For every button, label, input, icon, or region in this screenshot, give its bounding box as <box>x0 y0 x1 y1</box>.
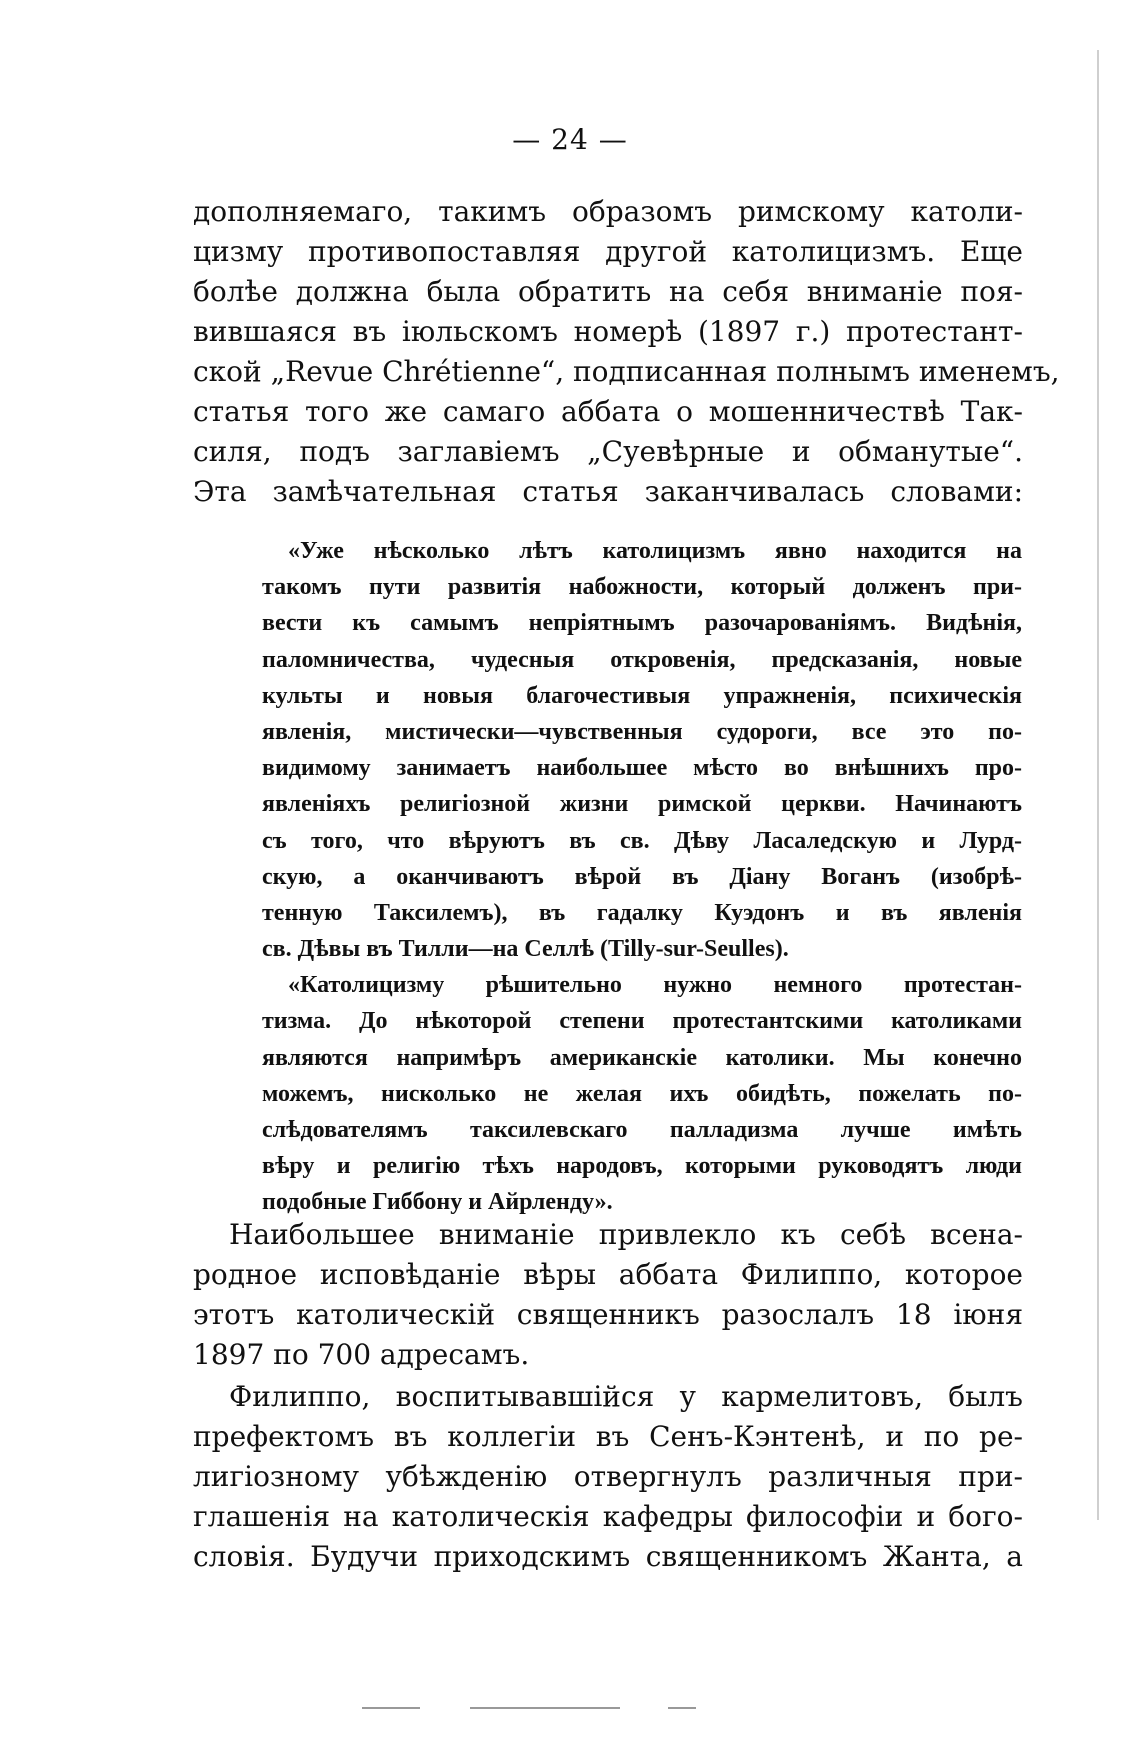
quote-line: скую, а оканчиваютъ вѣрой въ Діану Воганъ (изобрѣ- <box>262 863 1022 890</box>
bottom-rule <box>470 1707 620 1709</box>
quote-line: тизма. До нѣкоторой степени протестантскими католиками <box>262 1008 1022 1035</box>
text-line: родное исповѣданіе вѣры аббата Филиппо, которое <box>193 1258 1023 1291</box>
text-line: Эта замѣчательная статья заканчивалась словами: <box>193 475 1023 508</box>
paragraph-2 <box>193 1215 1023 1375</box>
paragraph-3 <box>193 1377 1023 1577</box>
text-line: дополняемаго, такимъ образомъ римскому католи- <box>193 195 1023 228</box>
quote-line: подобные Гиббону и Айрленду». <box>262 1189 613 1216</box>
text-line: статья того же самаго аббата о мошенничествѣ Так- <box>193 395 1023 428</box>
text-line: вившаяся въ іюльскомъ номерѣ (1897 г.) протестант- <box>193 315 1023 348</box>
text-line: префектомъ въ коллегіи въ Сенъ-Кэнтенѣ, и по ре- <box>193 1420 1023 1453</box>
bottom-rule <box>668 1707 696 1709</box>
bottom-rule <box>362 1707 420 1709</box>
quote-line: можемъ, нисколько не желая ихъ обидѣть, пожелать по- <box>262 1080 1022 1107</box>
quote-line: паломничества, чудесныя откровенія, предсказанія, новые <box>262 646 1022 673</box>
quote-line: съ того, что вѣруютъ въ св. Дѣву Ласаледскую и Лурд- <box>262 827 1022 854</box>
text-line: 1897 по 700 адресамъ. <box>193 1338 530 1371</box>
quote-line: вѣру и религію тѣхъ народовъ, которыми руководятъ люди <box>262 1153 1022 1180</box>
quote-line: вести къ самымъ непріятнымъ разочарованіямъ. Видѣнія, <box>262 610 1022 637</box>
quotation-block <box>262 533 1022 1221</box>
page-number: — 24 — <box>512 123 628 156</box>
quote-line: видимому занимаетъ наибольшее мѣсто во внѣшнихъ про- <box>262 755 1022 782</box>
quote-line: являются напримѣръ американскіе католики. Мы конечно <box>262 1044 1022 1071</box>
quote-line: слѣдователямъ таксилевскаго палладизма лучше имѣть <box>262 1117 1022 1143</box>
text-line: болѣе должна была обратить на себя вниманіе поя- <box>193 275 1023 308</box>
page-edge-line <box>1097 50 1099 1520</box>
quote-line: тенную Таксилемъ), въ гадалку Куэдонъ и въ явленія <box>262 899 1022 926</box>
quote-line: явленіяхъ религіозной жизни римской церкви. Начинаютъ <box>262 791 1022 818</box>
text-line: Наибольшее вниманіе привлекло къ себѣ всена- <box>229 1218 1023 1251</box>
text-line: ской „Revue Chrétienne“, подписанная полнымъ именемъ, <box>193 355 1060 388</box>
text-line: словія. Будучи приходскимъ священникомъ Жанта, а <box>193 1540 1023 1573</box>
quote-line: «Католицизму рѣшительно нужно немного протестан- <box>288 972 1022 999</box>
quote-line: св. Дѣвы въ Тилли—на Селлѣ (Tilly-sur-Seulles). <box>262 936 789 963</box>
text-line: цизму противопоставляя другой католицизмъ. Еще <box>193 235 1023 268</box>
quote-line: культы и новыя благочестивыя упражненія, психическія <box>262 682 1022 709</box>
quote-line: явленія, мистически—чувственныя судороги, все это по- <box>262 718 1022 745</box>
text-line: Филиппо, воспитывавшійся у кармелитовъ, былъ <box>229 1380 1023 1413</box>
text-line: этотъ католическій священникъ разослалъ 18 іюня <box>193 1298 1023 1331</box>
text-line: силя, подъ заглавіемъ „Суевѣрные и обманутые“. <box>193 435 1023 468</box>
text-line: глашенія на католическія кафедры философіи и бого- <box>193 1500 1023 1533</box>
paragraph-1 <box>193 192 1060 512</box>
quote-line: «Уже нѣсколько лѣтъ католицизмъ явно находится на <box>288 538 1022 564</box>
text-line: лигіозному убѣжденію отвергнулъ различныя при- <box>193 1460 1023 1493</box>
quote-line: такомъ пути развитія набожности, который долженъ при- <box>262 574 1022 601</box>
